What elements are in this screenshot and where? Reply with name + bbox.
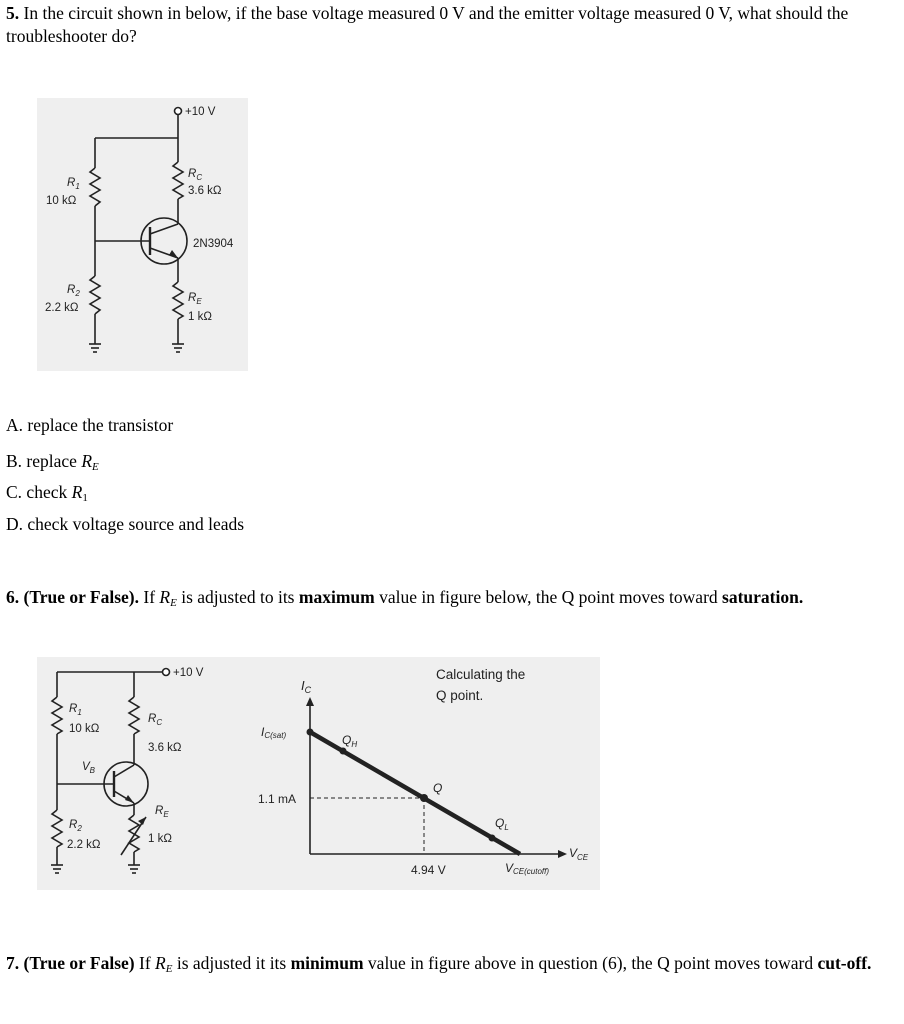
q6-x-axis-label: $V_{CE}$ [569,846,589,862]
q6-rc-name: $R_C$ [148,713,163,727]
question-5-body: In the circuit shown in below, if the base voltage measured 0 V and the emitter voltage measured 0 V, what should the troubleshooter do? [6,3,849,46]
q5-supply-label: +10 V [185,106,216,118]
q6-vce-value: 4.94 V [411,863,446,877]
q6-vb-label: $V_B$ [82,761,96,775]
question-7-text: 7. (True or False) If $R_E$ is adjusted it its minimum value in figure above in question (6), the Q point moves toward cut-off. [6,953,872,975]
q6-ql-point [489,835,496,842]
q6-y-axis-label: $I_C$ [301,678,312,695]
q6-figure [37,657,600,890]
q6-q-point [420,794,428,802]
q5-r1-name: $R_1$ [67,177,80,191]
q5-transistor-label: 2N3904 [193,238,234,250]
q6-supply-terminal [163,669,170,676]
q6-ql-label: $Q_L$ [495,816,509,832]
q5-re-name: $R_E$ [188,292,202,306]
q5-option-d: D. check voltage source and leads [6,514,245,534]
question-6-number: 6. (True or False). [6,587,140,607]
q6-re-value: 1 kΩ [148,833,172,845]
q6-r2-name: $R_2$ [69,819,82,833]
question-5-number: 5. [6,3,20,23]
q5-rc-name: $R_C$ [188,168,203,182]
q6-r1-value: 10 kΩ [69,723,100,735]
q6-re-name: $R_E$ [155,805,169,819]
q6-q-label: Q [433,781,443,795]
q5-rc-value: 3.6 kΩ [188,185,222,197]
q6-graph-title-line1: Calculating the [436,667,526,682]
q6-isat-point [307,729,314,736]
q5-option-b: B. replace $R_E$ [6,451,99,473]
q5-r2-value: 2.2 kΩ [45,302,79,314]
q5-option-c: C. check $R_1$ [6,482,88,504]
q6-qh-point [340,748,347,755]
q5-r2-name: $R_2$ [67,284,80,298]
q6-supply-label: +10 V [173,667,204,679]
q6-rc-value: 3.6 kΩ [148,742,182,754]
question-5-text [6,2,886,48]
q6-r2-value: 2.2 kΩ [67,839,101,851]
q5-r1-value: 10 kΩ [46,195,77,207]
question-6-text: 6. (True or False). If $R_E$ is adjusted to its maximum value in figure below, the Q point moves toward saturation. [6,587,804,609]
q6-r1-name: $R_1$ [69,703,82,717]
q6-qh-label: $Q_H$ [342,733,358,749]
q5-re-value: 1 kΩ [188,311,212,323]
q5-option-a: A. replace the transistor [6,415,174,435]
q5-circuit-figure [37,98,248,371]
q6-ic-value: 1.1 mA [258,792,297,806]
q6-graph-title-line2: Q point. [436,688,484,703]
q6-isat-label: IC(sat) [261,725,287,740]
question-7-number: 7. (True or False) [6,953,135,973]
q5-supply-terminal [175,108,182,115]
q6-cutoff-label: VCE(cutoff) [505,861,550,876]
